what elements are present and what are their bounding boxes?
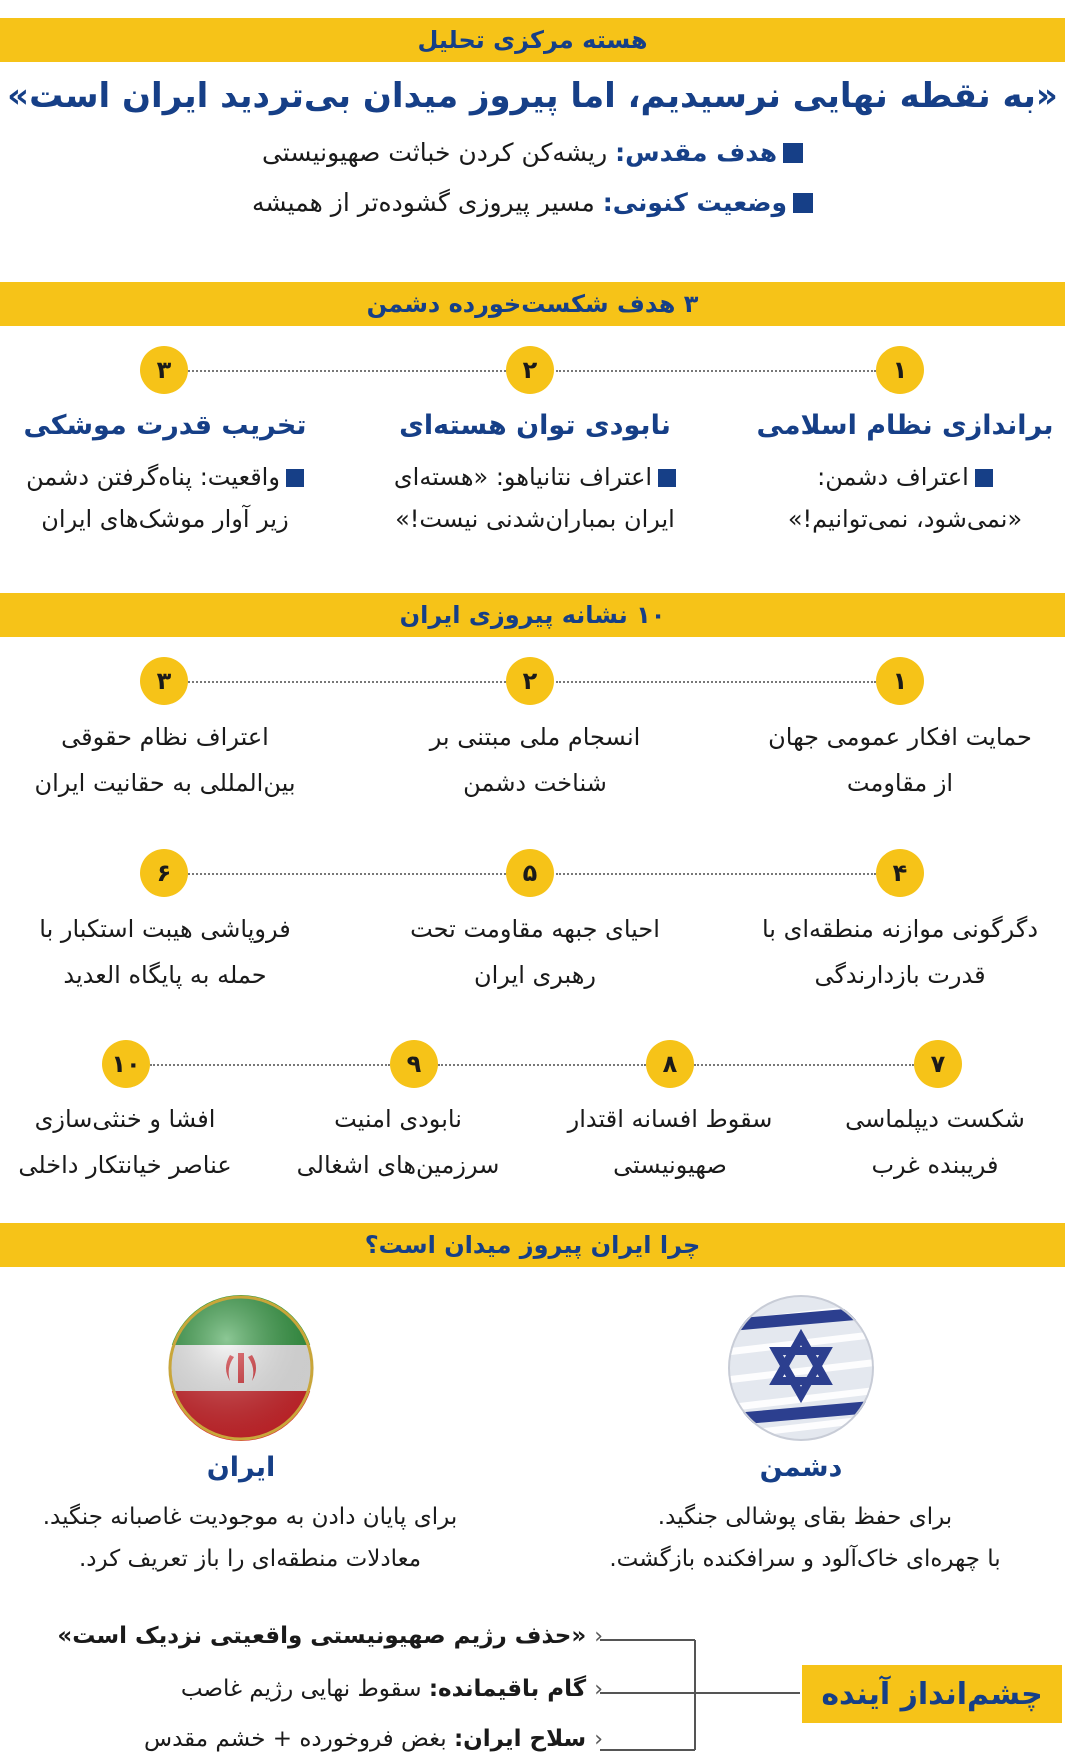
sign-text-line: صهیونیستی [613,1151,727,1179]
goal-text-3 [0,456,330,540]
enemy-flag-icon [728,1295,874,1441]
square-bullet-icon [658,469,676,487]
sign-text-9 [278,1096,518,1188]
square-bullet-icon [975,469,993,487]
goal-text-2 [365,456,705,540]
goal-text-line: «نمی‌شود، نمی‌توانیم!» [787,505,1023,533]
sign-text-line: نابودی امنیت [334,1105,462,1133]
sign-number-4: ۴ [876,849,924,897]
sign-text-7 [805,1096,1065,1188]
sign-text-3 [0,714,330,806]
outlook-title: چشم‌انداز آینده [821,1676,1043,1712]
sign-number-8: ۸ [646,1040,694,1088]
dotted-connector [556,681,876,683]
sign-text-line: عناصر خیانتکار داخلی [18,1151,232,1179]
sign-text-line: حمایت افکار عمومی جهان [768,723,1032,751]
goal-text-line: اعتراف نتانیاهو: «هسته‌ای [393,463,653,491]
square-bullet-icon [783,143,803,163]
core-item-label: وضعیت کنونی: [602,188,788,217]
sign-text-10 [0,1096,250,1188]
sign-text-1 [735,714,1065,806]
sign-number-9: ۹ [390,1040,438,1088]
outlook-item-label: «حذف رژیم صهیونیستی واقعیتی نزدیک است» [57,1623,587,1649]
goal-text-line: اعتراف دشمن: [817,463,969,491]
outlook-item-text: بغض فروخورده + خشم مقدس [144,1726,454,1752]
goals-banner [0,282,1065,326]
sign-text-4 [735,906,1065,998]
signs-banner [0,593,1065,637]
dotted-connector [438,1064,646,1066]
signs-banner-title: ۱۰ نشانه پیروزی ایران [399,601,666,629]
sign-number-5: ۵ [506,849,554,897]
sign-number-3: ۳ [140,657,188,705]
sign-number-1: ۱ [876,657,924,705]
dotted-connector [556,873,876,875]
sign-text-line: قدرت بازدارندگی [814,961,986,989]
sign-text-line: بین‌المللی به حقانیت ایران [34,769,296,797]
sign-number-7: ۷ [914,1040,962,1088]
sign-number-2: ۲ [506,657,554,705]
why-banner [0,1223,1065,1267]
enemy-description [560,1496,1050,1580]
outlook-item-label: سلاح ایران: [453,1726,587,1752]
chevron-left-icon: ‹ [594,1624,603,1649]
core-item-2 [0,188,1065,217]
goal-text-line: زیر آوار موشک‌های ایران [41,505,289,533]
sign-text-line: رهبری ایران [473,961,597,989]
iran-description-line: معادلات منطقه‌ای را باز تعریف کرد. [78,1546,422,1572]
sign-number-6: ۶ [140,849,188,897]
sign-text-2 [375,714,695,806]
sign-text-line: فریبنده غرب [871,1151,999,1179]
outlook-item-1 [57,1623,603,1649]
sign-text-line: فروپاشی هیبت استکبار با [39,915,291,943]
goal-text-line: واقعیت: پناه‌گرفتن دشمن [26,463,280,491]
sign-text-line: از مقاومت [846,769,954,797]
dotted-connector [188,681,506,683]
core-item-label: هدف مقدس: [615,138,778,167]
goal-number-3: ۳ [140,346,188,394]
outlook-item-2 [181,1676,603,1702]
sign-text-line: اعتراف نظام حقوقی [61,723,269,751]
outlook-item-label: گام باقیمانده: [428,1676,587,1702]
chevron-left-icon: ‹ [594,1727,603,1752]
core-headline-wrap [0,76,1065,116]
core-item-text: مسیر پیروزی گشوده‌تر از همیشه [251,188,603,217]
sign-text-line: افشا و خنثی‌سازی [34,1105,216,1133]
goal-text-line: ایران بمباران‌شدنی نیست!» [395,505,675,533]
outlook-title-box [802,1665,1062,1723]
enemy-description-line: با چهره‌ای خاک‌آلود و سرافکنده بازگشت. [609,1546,1001,1572]
goal-number-2: ۲ [506,346,554,394]
goals-banner-title: ۳ هدف شکست‌خورده دشمن [366,290,699,318]
outlook-item-3 [144,1726,603,1752]
dotted-connector [188,370,506,372]
core-item-1 [0,138,1065,167]
core-banner [0,18,1065,62]
core-item-text: ریشه‌کن کردن خباثت صهیونیستی [261,138,616,167]
goal-text-1 [745,456,1065,540]
sign-text-line: شکست دیپلماسی [845,1105,1025,1133]
sign-text-5 [375,906,695,998]
sign-text-line: حمله به پایگاه العدید [63,961,267,989]
dotted-connector [556,370,876,372]
enemy-name: دشمن [759,1452,843,1483]
enemy-description-line: برای حفظ بقای پوشالی جنگید. [657,1504,953,1530]
outlook-item-text: سقوط نهایی رژیم غاصب [180,1676,429,1702]
why-banner-title: چرا ایران پیروز میدان است؟ [364,1231,701,1259]
iran-description-line: برای پایان دادن به موجودیت غاصبانه جنگید. [42,1504,458,1530]
sign-text-line: دگرگونی موازنه منطقه‌ای با [761,915,1039,943]
iran-flag-icon [168,1295,314,1441]
goal-number-1: ۱ [876,346,924,394]
square-bullet-icon [286,469,304,487]
sign-text-line: شناخت دشمن [463,769,607,797]
dotted-connector [150,1064,390,1066]
core-banner-title: هسته مرکزی تحلیل [417,26,648,54]
sign-text-line: سقوط افسانه اقتدار [567,1105,773,1133]
sign-number-10: ۱۰ [102,1040,150,1088]
iran-description [0,1496,500,1580]
iran-name: ایران [206,1452,276,1483]
core-headline: «به نقطه نهایی نرسیدیم، اما پیروز میدان بی‌تردید ایران است» [7,76,1058,116]
goal-title-3: تخریب قدرت موشکی [23,410,307,441]
sign-text-line: احیای جبهه مقاومت تحت [410,915,660,943]
chevron-left-icon: ‹ [594,1677,603,1702]
outlook-bracket [600,1620,810,1760]
goal-title-2: نابودی توان هسته‌ای [399,410,671,441]
square-bullet-icon [793,193,813,213]
sign-text-line: انسجام ملی مبتنی بر [429,723,641,751]
goal-title-1: براندازی نظام اسلامی [756,410,1054,441]
dotted-connector [694,1064,914,1066]
sign-text-6 [0,906,330,998]
dotted-connector [188,873,506,875]
sign-text-8 [560,1096,780,1188]
sign-text-line: سرزمین‌های اشغالی [296,1151,500,1179]
